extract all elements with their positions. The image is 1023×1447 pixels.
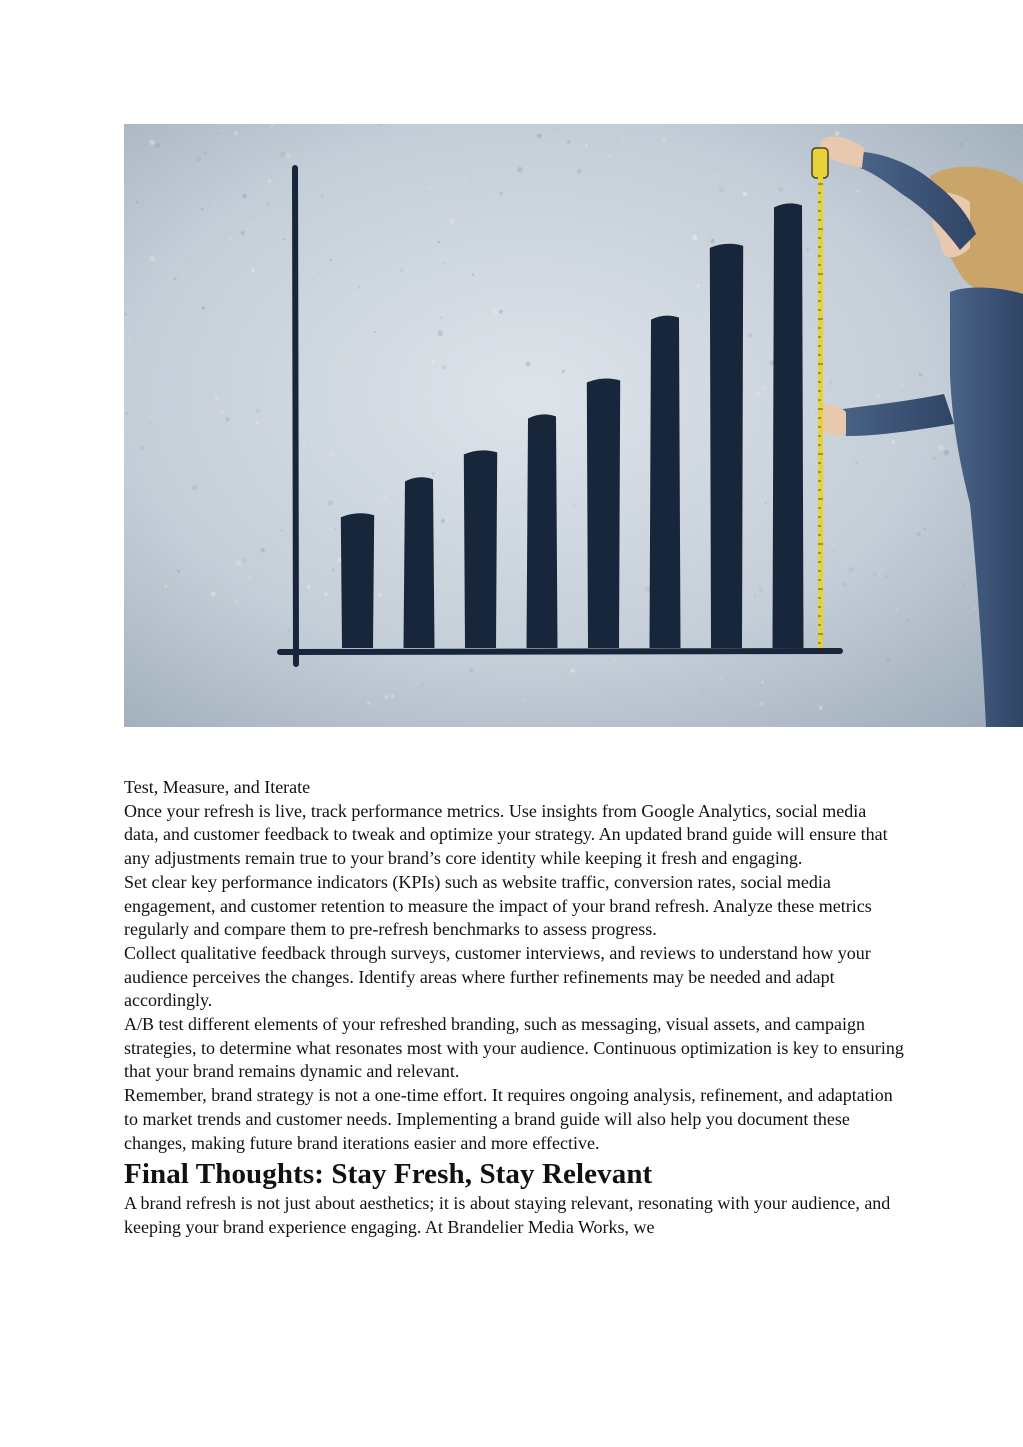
wall-speckle — [913, 383, 914, 384]
wall-speckle — [438, 330, 444, 336]
wall-speckle — [901, 383, 904, 386]
wall-speckle — [759, 702, 763, 706]
wall-speckle — [256, 422, 258, 424]
paragraph-ab-testing: A/B test different elements of your refreshed branding, such as messaging, visual assets, and campaign strategies, to determine what resonates most with your audience. Continuous optimization is key to ensuring that your brand remains dynamic and relevant. — [124, 1014, 904, 1082]
final-thoughts-heading: Final Thoughts: Stay Fresh, Stay Relevant — [124, 1158, 653, 1191]
wall-speckle — [149, 140, 154, 145]
wall-speckle — [354, 497, 356, 499]
wall-speckle — [959, 142, 964, 147]
wall-speckle — [919, 373, 922, 376]
wall-speckle — [747, 333, 752, 338]
wall-speckle — [283, 238, 285, 240]
wall-speckle — [938, 445, 943, 450]
wall-speckle — [892, 441, 895, 444]
wall-speckle — [204, 151, 207, 154]
wall-speckle — [779, 187, 784, 192]
wall-speckle — [499, 191, 503, 195]
wall-speckle — [254, 710, 256, 712]
wall-speckle — [441, 519, 445, 523]
wall-speckle — [472, 273, 475, 276]
wall-speckle — [564, 461, 566, 463]
chart-bar — [527, 414, 558, 648]
paragraph-kpis: Set clear key performance indicators (KPIs) such as website traffic, conversion rates, social media engagement, and customer retention to measure the impact of your brand refresh. Analyze these metrics regularly and compare them to pre-refresh benchmarks to assess progress. — [124, 871, 872, 940]
wall-speckle — [493, 310, 498, 315]
wall-speckle — [833, 550, 835, 552]
wall-speckle — [469, 668, 473, 672]
wall-speckle — [329, 259, 332, 262]
wall-speckle — [458, 542, 461, 545]
wall-speckle — [598, 377, 600, 379]
wall-speckle — [387, 198, 389, 200]
wall-speckle — [306, 497, 308, 499]
wall-speckle — [198, 164, 200, 166]
wall-speckle — [1003, 126, 1005, 128]
wall-speckle — [574, 505, 576, 507]
wall-speckle — [303, 441, 306, 444]
wall-speckle — [761, 681, 764, 684]
wall-speckle — [813, 481, 815, 483]
wall-speckle — [537, 133, 542, 138]
wall-speckle — [386, 217, 388, 219]
wall-speckle — [136, 201, 139, 204]
wall-speckle — [255, 322, 257, 324]
wall-speckle — [330, 624, 332, 626]
wall-speckle — [873, 232, 875, 234]
wall-speckle — [585, 144, 588, 147]
wall-speckle — [241, 231, 246, 236]
wall-speckle — [242, 194, 247, 199]
wall-speckle — [819, 706, 823, 710]
wall-speckle — [697, 284, 700, 287]
wall-speckle — [124, 313, 127, 316]
wall-speckle — [267, 179, 271, 183]
wall-speckle — [662, 139, 666, 143]
wall-speckle — [393, 418, 395, 420]
wall-speckle — [842, 582, 847, 587]
wall-speckle — [557, 129, 559, 131]
wall-speckle — [561, 400, 562, 401]
wall-speckle — [400, 163, 401, 164]
wall-speckle — [764, 503, 766, 505]
wall-speckle — [443, 366, 447, 370]
wall-speckle — [592, 258, 594, 260]
chart-bar — [587, 378, 620, 648]
wall-speckle — [743, 192, 747, 196]
wall-speckle — [438, 241, 441, 244]
wall-speckle — [449, 218, 455, 224]
wall-speckle — [829, 381, 833, 385]
wall-speckle — [243, 559, 247, 563]
wall-speckle — [917, 559, 918, 560]
wall-speckle — [256, 409, 260, 413]
wall-speckle — [221, 411, 224, 414]
wall-speckle — [346, 415, 347, 416]
wall-speckle — [991, 127, 994, 130]
wall-speckle — [502, 498, 504, 500]
wall-speckle — [173, 277, 176, 280]
wall-speckle — [720, 677, 722, 679]
wall-speckle — [217, 133, 219, 135]
wall-speckle — [332, 453, 335, 456]
wall-speckle — [710, 239, 715, 244]
wall-speckle — [442, 262, 445, 265]
wall-speckle — [324, 592, 328, 596]
wall-speckle — [148, 422, 151, 425]
wall-speckle — [672, 195, 674, 197]
wall-speckle — [307, 585, 311, 589]
wall-speckle — [849, 567, 854, 572]
wall-speckle — [908, 379, 909, 380]
wall-speckle — [280, 529, 283, 532]
hand-drawn-bar-chart — [124, 124, 1023, 727]
wall-speckle — [719, 187, 724, 192]
wall-speckle — [821, 678, 823, 680]
wall-speckle — [886, 658, 891, 663]
wall-speckle — [732, 683, 734, 685]
wall-speckle — [577, 169, 582, 174]
wall-speckle — [248, 222, 250, 224]
bar-chart-photo — [124, 124, 1023, 727]
wall-speckle — [164, 585, 167, 588]
wall-speckle — [266, 202, 271, 207]
wall-speckle — [810, 409, 813, 412]
wall-speckle — [248, 576, 251, 579]
wall-speckle — [261, 548, 265, 552]
wall-speckle — [621, 137, 624, 140]
wall-speckle — [402, 495, 403, 496]
wall-speckle — [933, 457, 936, 460]
wall-speckle — [526, 362, 531, 367]
x-axis-line — [280, 651, 840, 652]
wall-speckle — [944, 450, 950, 456]
wall-speckle — [916, 532, 920, 536]
chart-bar — [404, 477, 435, 648]
wall-speckle — [499, 310, 503, 314]
chart-bar — [710, 244, 743, 648]
wall-speckle — [234, 131, 239, 136]
wall-speckle — [384, 695, 389, 700]
wall-speckle — [125, 412, 128, 415]
wall-speckle — [311, 271, 314, 274]
section-title: Test, Measure, and Iterate — [124, 777, 311, 797]
wall-speckle — [896, 610, 898, 612]
chart-bar — [341, 513, 374, 648]
wall-speckle — [973, 607, 976, 610]
wall-speckle — [876, 394, 879, 397]
wall-speckle — [196, 157, 201, 162]
wall-speckle — [202, 307, 205, 310]
wall-speckle — [712, 128, 713, 129]
wall-speckle — [348, 365, 351, 368]
wall-speckle — [428, 185, 432, 189]
wall-speckle — [522, 699, 524, 701]
wall-speckle — [873, 572, 877, 576]
wall-speckle — [367, 480, 368, 481]
wall-speckle — [431, 359, 435, 363]
wall-speckle — [608, 154, 611, 157]
wall-speckle — [155, 143, 161, 149]
wall-speckle — [367, 702, 370, 705]
wall-speckle — [141, 446, 146, 451]
wall-speckle — [922, 331, 924, 333]
wall-speckle — [422, 683, 425, 686]
wall-speckle — [839, 567, 840, 568]
chart-bar — [650, 316, 681, 648]
wall-speckle — [623, 465, 625, 467]
wall-speckle — [567, 154, 569, 156]
wall-speckle — [759, 587, 763, 591]
wall-speckle — [458, 442, 460, 444]
wall-speckle — [229, 237, 232, 240]
wall-speckle — [521, 132, 522, 133]
wall-speckle — [378, 593, 382, 597]
wall-speckle — [215, 395, 220, 400]
wall-speckle — [374, 331, 376, 333]
wall-speckle — [251, 269, 254, 272]
wall-speckle — [805, 517, 807, 519]
wall-speckle — [909, 224, 910, 225]
wall-speckle — [835, 131, 840, 136]
wall-speckle — [702, 690, 704, 692]
wall-speckle — [440, 317, 442, 319]
wall-speckle — [570, 669, 574, 673]
wall-speckle — [581, 719, 582, 720]
wall-speckle — [328, 500, 333, 505]
wall-speckle — [177, 570, 180, 573]
wall-speckle — [208, 204, 209, 205]
wall-speckle — [857, 190, 860, 193]
wall-speckle — [764, 386, 766, 388]
y-axis-line — [295, 168, 296, 664]
wall-speckle — [882, 292, 883, 293]
closing-paragraph: A brand refresh is not just about aesthetics; it is about staying relevant, resonating with your audience, and keeping your brand experience engaging. At Brandelier Media Works, we — [124, 1193, 891, 1237]
wall-speckle — [661, 187, 662, 188]
wall-speckle — [211, 591, 216, 596]
wall-speckle — [199, 376, 200, 377]
wall-speckle — [759, 131, 761, 133]
wall-speckle — [273, 213, 275, 215]
chart-bar — [773, 203, 804, 648]
wall-speckle — [332, 569, 335, 572]
article-body — [124, 776, 904, 1240]
wall-speckle — [400, 269, 403, 272]
wall-speckle — [545, 343, 548, 346]
wall-speckle — [962, 583, 965, 586]
wall-speckle — [754, 595, 756, 597]
wall-speckle — [885, 575, 889, 579]
wall-speckle — [692, 235, 697, 240]
wall-speckle — [128, 339, 132, 343]
wall-speckle — [695, 572, 697, 574]
wall-speckle — [1021, 132, 1022, 133]
wall-speckle — [383, 496, 387, 500]
paragraph-ongoing-effort: Remember, brand strategy is not a one-time effort. It requires ongoing analysis, refinement, and adaptation to market trends and customer needs. Implementing a brand guide will also help you document these changes, making future brand iterations easier and more effective. — [124, 1085, 893, 1153]
wall-speckle — [517, 167, 522, 172]
wall-speckle — [562, 370, 565, 373]
wall-speckle — [201, 208, 204, 211]
wall-speckle — [831, 721, 833, 723]
wall-speckle — [391, 694, 395, 698]
wall-speckle — [280, 152, 285, 157]
wall-speckle — [855, 461, 857, 463]
wall-speckle — [923, 528, 926, 531]
paragraph-qualitative-feedback: Collect qualitative feedback through surveys, customer interviews, and reviews to understand how your audience perceives the changes. Identify areas where further refinements may be needed and adapt accordingly. — [124, 942, 871, 1011]
wall-speckle — [593, 709, 595, 711]
paragraph-performance-metrics: Once your refresh is live, track performance metrics. Use insights from Google Analytics, social media data, and customer feedback to tweak and optimize your strategy. An updated brand guide will ensure that any adjustments remain true to your brand’s core identity while keeping it fresh and engaging. — [124, 800, 888, 869]
wall-speckle — [150, 256, 155, 261]
wall-speckle — [614, 658, 616, 660]
wall-speckle — [321, 194, 323, 196]
wall-speckle — [463, 212, 466, 215]
wall-speckle — [288, 629, 290, 631]
wall-speckle — [757, 392, 761, 396]
wall-speckle — [567, 140, 571, 144]
wall-speckle — [187, 257, 189, 259]
wall-speckle — [464, 177, 467, 180]
wall-speckle — [907, 619, 910, 622]
wall-speckle — [226, 417, 230, 421]
wall-speckle — [234, 600, 239, 605]
wall-speckle — [760, 478, 761, 479]
wall-speckle — [432, 472, 435, 475]
wall-speckle — [410, 675, 412, 677]
tape-case — [812, 148, 828, 178]
wall-speckle — [217, 367, 219, 369]
wall-speckle — [449, 494, 451, 496]
wall-speckle — [716, 168, 717, 169]
wall-speckle — [358, 286, 360, 288]
wall-speckle — [806, 249, 809, 252]
wall-speckle — [192, 485, 197, 490]
wall-speckle — [286, 153, 291, 158]
wall-speckle — [334, 528, 336, 530]
wall-speckle — [635, 235, 636, 236]
wall-speckle — [236, 561, 241, 566]
wall-speckle — [938, 606, 940, 608]
chart-bar — [464, 450, 497, 648]
wall-speckle — [927, 466, 929, 468]
